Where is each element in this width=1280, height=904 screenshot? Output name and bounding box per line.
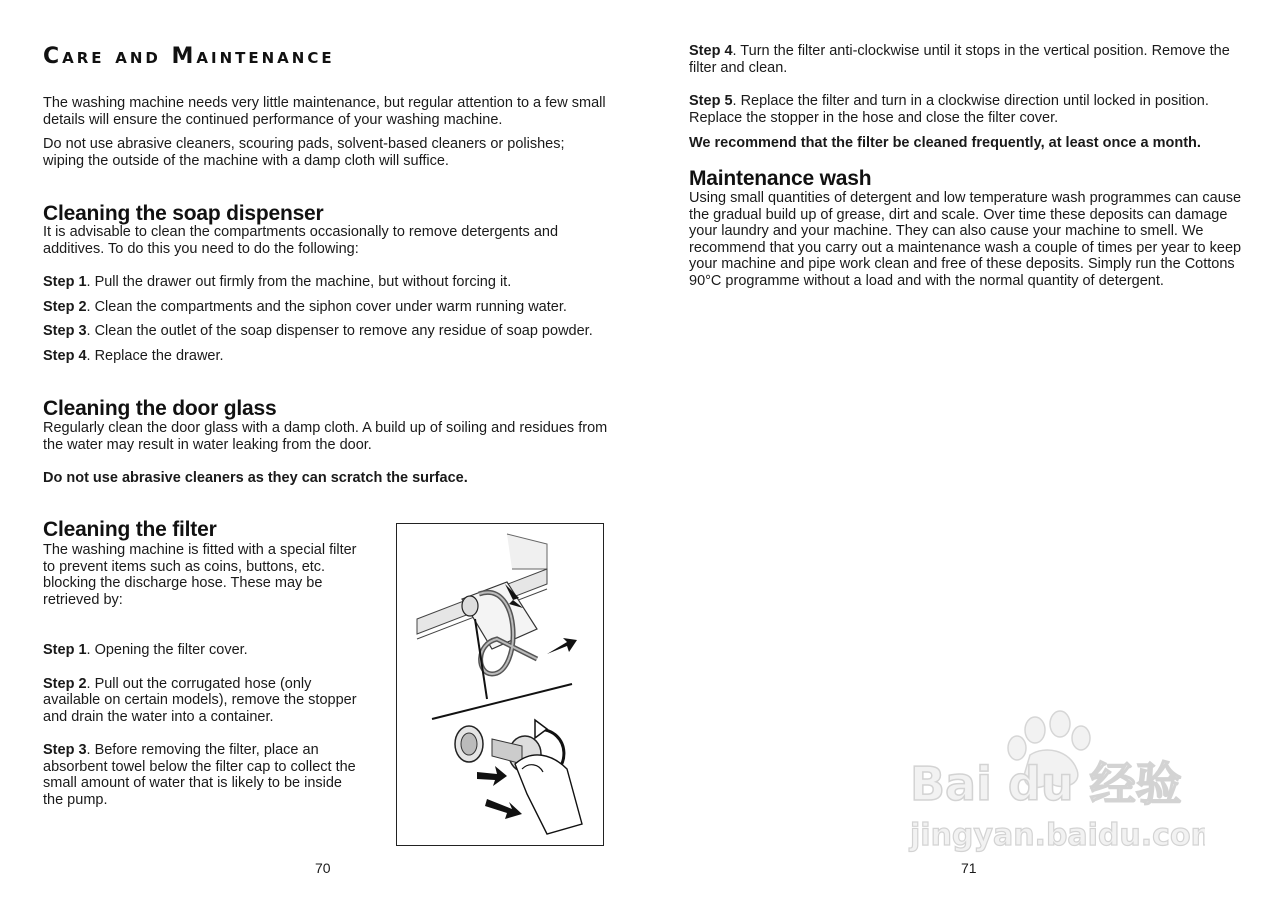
soap-dispenser-heading: Cleaning the soap dispenser [43, 202, 324, 225]
filter-step-5: Step 5. Replace the filter and turn in a clockwise direction until locked in position. Replace the stopper in the hose and close the filter cover. [689, 93, 1209, 126]
soap-step-1: Step 1. Pull the drawer out firmly from the machine, but without forcing it. [43, 274, 512, 290]
filter-step-4: Step 4. Turn the filter anti-clockwise until it stops in the vertical position. Remove the filter and clean. [689, 43, 1230, 76]
page-title: Care and Maintenance [43, 44, 335, 69]
filter-step-1: Step 1. Opening the filter cover. [43, 642, 248, 658]
filter-step-3: Step 3. Before removing the filter, place an absorbent towel below the filter cap to collect the small amount of water that is likely to be inside the pump. [43, 742, 356, 808]
page-number-left: 70 [315, 860, 331, 876]
maintenance-wash-heading: Maintenance wash [689, 167, 872, 190]
door-glass-heading: Cleaning the door glass [43, 397, 277, 420]
filter-recommendation: We recommend that the filter be cleaned frequently, at least once a month. [689, 135, 1201, 151]
door-glass-section [43, 420, 608, 487]
filter-illustration [396, 523, 604, 846]
intro-paragraph-2: Do not use abrasive cleaners, scouring pads, solvent-based cleaners or polishes; wiping the outside of the machine with a damp cloth will suffice. [43, 136, 565, 169]
filter-drawing [397, 524, 603, 845]
maintenance-wash-text: Using small quantities of detergent and low temperature wash programmes can cause the gradual build up of grease, dirt and scale. Over time these deposits can damage your laundry and your machine. They can also cause your machine to smell. We recommend that you carry out a maintenance wash a couple of times per year to keep your machine and pipe work clean and free of these deposits. Simply run the Cottons 90°C programme without a load and with the normal quantity of detergent. [689, 190, 1242, 289]
watermark-url: jingyan.baidu.com [910, 818, 1205, 853]
filter-section [43, 542, 358, 808]
page-number-right: 71 [961, 860, 977, 876]
intro-paragraph-1: The washing machine needs very little maintenance, but regular attention to a few small details will ensure the continued performance of your washing machine. [43, 95, 606, 128]
door-glass-text: Regularly clean the door glass with a damp cloth. A build up of soiling and residues from the water may result in water leaking from the door. [43, 420, 608, 453]
soap-step-3: Step 3. Clean the outlet of the soap dispenser to remove any residue of soap powder. [43, 323, 593, 339]
watermark-brand: Bai du 经验 [910, 757, 1182, 811]
baidu-paw-logo [905, 710, 1205, 860]
soap-dispenser-text: It is advisable to clean the compartments occasionally to remove detergents and additives. To do this you need to do the following: [43, 224, 559, 257]
filter-steps-continued [689, 43, 1254, 152]
maintenance-wash-section [689, 190, 1259, 289]
filter-step-2: Step 2. Pull out the corrugated hose (only available on certain models), remove the stopper and drain the water into a container. [43, 675, 357, 725]
soap-dispenser-section [43, 224, 608, 364]
soap-step-4: Step 4. Replace the drawer. [43, 347, 224, 364]
soap-step-2: Step 2. Clean the compartments and the siphon cover under warm running water. [43, 298, 567, 315]
baidu-watermark [905, 710, 1205, 860]
door-glass-warning: Do not use abrasive cleaners as they can scratch the surface. [43, 470, 468, 486]
filter-heading: Cleaning the filter [43, 518, 217, 541]
intro-section [43, 95, 608, 169]
filter-text: The washing machine is fitted with a special filter to prevent items such as coins, buttons, etc. blocking the discharge hose. These may be retrieved by: [43, 542, 357, 608]
